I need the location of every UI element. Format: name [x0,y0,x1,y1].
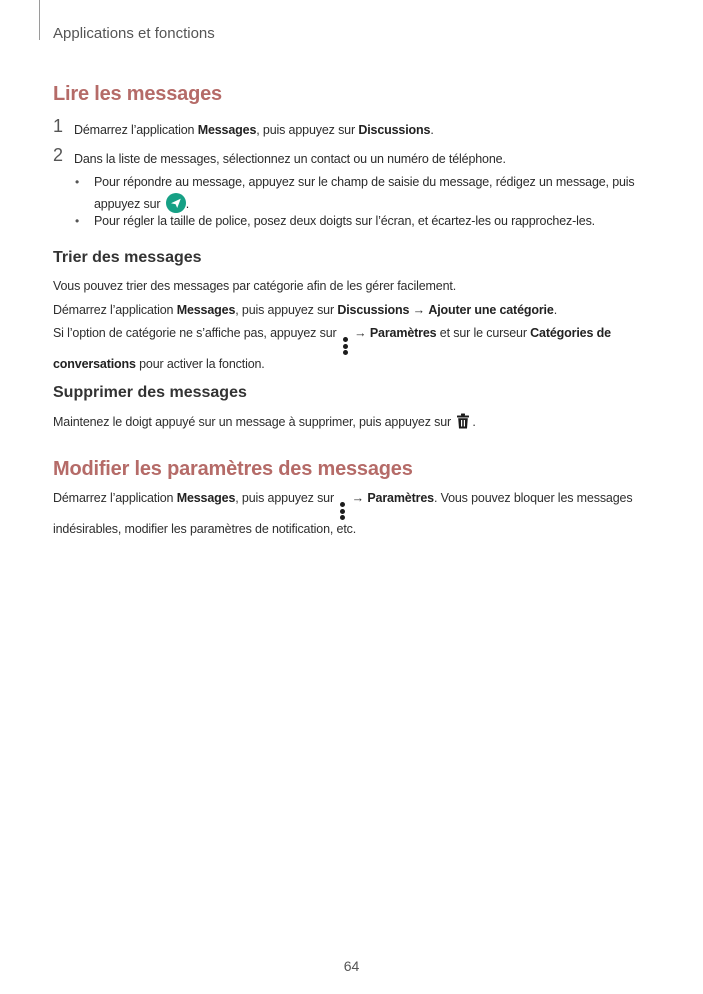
subsection-title-sort: Trier des messages [53,249,202,266]
step-text: Démarrez l’application Messages, puis appuyez sur Discussions. [74,123,434,137]
step-number: 1 [53,116,64,136]
more-options-icon [340,502,346,520]
step-number: 2 [53,145,64,165]
paragraph: Vous pouvez trier des messages par catégorie afin de les gérer facilement. [53,279,457,293]
send-icon [166,193,186,213]
section-title-message-settings: Modifier les paramètres des messages [53,458,413,480]
paragraph: Maintenez le doigt appuyé sur un message à supprimer, puis appuyez sur . [53,415,476,429]
page-number: 64 [343,958,360,974]
section-title-read-messages: Lire les messages [53,83,222,105]
paragraph: Si l’option de catégorie ne s’affiche pas, appuyez sur → Paramètres et sur le curseur Catégories de conversations pour activer la fonction. [53,326,611,371]
subsection-title-delete: Supprimer des messages [53,384,247,401]
header-title: Applications et fonctions [53,25,215,42]
header-rule [39,0,40,40]
trash-icon [456,413,470,429]
paragraph: Démarrez l’application Messages, puis appuyez sur → Paramètres. Vous pouvez bloquer les messages indésirables, modifier les paramètres de notification, etc. [53,491,633,536]
more-options-icon [343,337,349,355]
bullet-dot: • [75,214,80,228]
bullet-text: Pour répondre au message, appuyez sur le champ de saisie du message, rédigez un message, puis appuyez sur . [94,175,635,211]
step-text: Dans la liste de messages, sélectionnez un contact ou un numéro de téléphone. [74,152,506,166]
bullet-dot: • [75,175,80,189]
bullet-text: Pour régler la taille de police, posez deux doigts sur l’écran, et écartez-les ou rapprochez-les. [94,214,595,228]
paragraph: Démarrez l’application Messages, puis appuyez sur Discussions → Ajouter une catégorie. [53,303,558,317]
